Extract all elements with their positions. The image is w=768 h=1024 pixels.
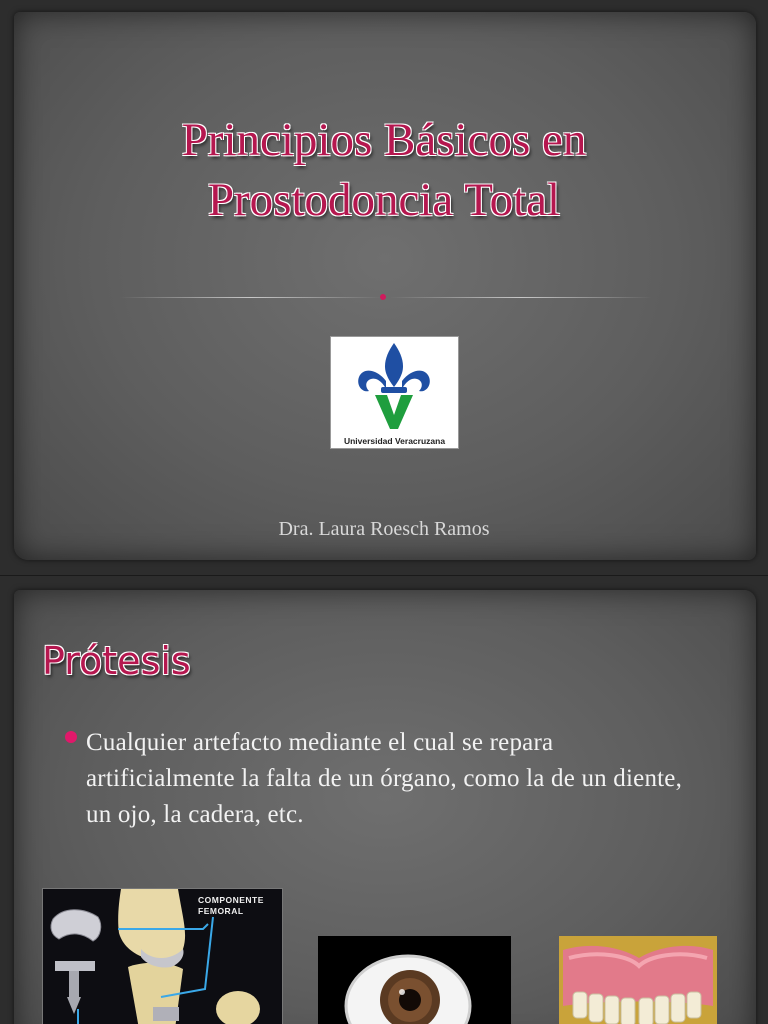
- bullet-text: Cualquier artefacto mediante el cual se repara artificialmente la falta de un órgano, como la de un diente, un ojo, la cadera, etc.: [86, 729, 683, 828]
- eye-illustration: [318, 936, 511, 1024]
- denture-image: [559, 936, 717, 1024]
- divider-line-right: [390, 297, 652, 298]
- prosthetic-eye-image: [318, 936, 511, 1024]
- denture-illustration: [559, 936, 717, 1024]
- university-logo: [330, 336, 459, 449]
- divider-dot: [380, 294, 386, 300]
- knee-label-line-1: COMPONENTE: [198, 895, 264, 905]
- fleur-de-lis-icon: [331, 337, 458, 432]
- content-slide: [0, 576, 768, 1024]
- title-line-2: Prostodoncia Total: [207, 174, 561, 226]
- divider-line-left: [120, 297, 382, 298]
- slide-background: [14, 12, 756, 560]
- knee-prosthesis-image: [42, 888, 283, 1024]
- slide-title: [0, 110, 768, 230]
- author-name: Dra. Laura Roesch Ramos: [278, 518, 490, 540]
- knee-label: [198, 895, 264, 917]
- title-line-1: Principios Básicos en: [181, 114, 587, 166]
- logo-caption: Universidad Veracruzana: [343, 436, 446, 446]
- knee-label-line-2: FEMORAL: [198, 906, 244, 916]
- bullet-icon: [65, 731, 77, 743]
- slide-title: Prótesis: [42, 639, 191, 683]
